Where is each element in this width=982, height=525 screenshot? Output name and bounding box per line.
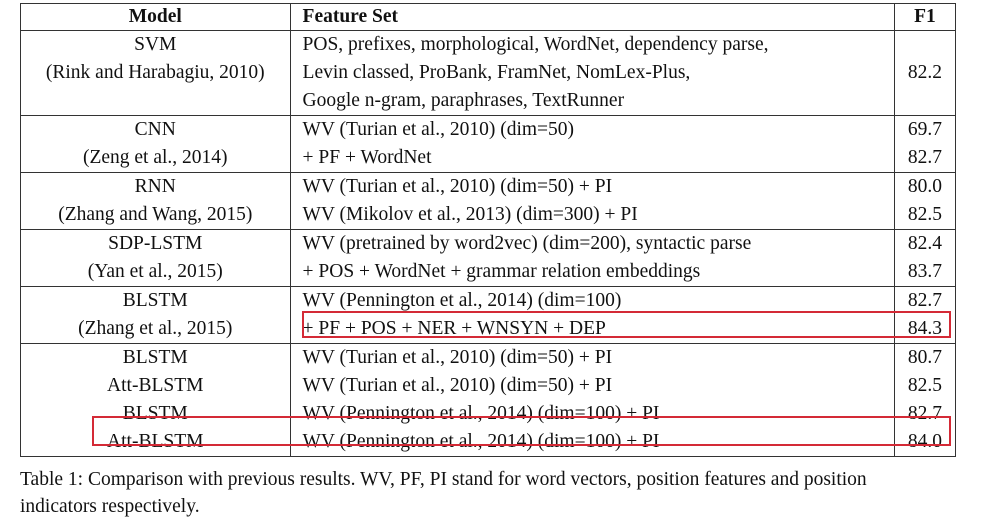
model-citation: (Zhang et al., 2015) [78,318,233,339]
f1-value: 82.7 [907,403,942,424]
feature-line: WV (Pennington et al., 2014) (dim=100) + PI [302,403,660,424]
model-cell [21,116,291,173]
model-name: RNN [134,176,176,197]
header-model: Model [21,4,291,31]
f1-value: 82.4 [907,233,942,254]
model-cell [21,173,291,230]
f1-value: 80.7 [907,347,942,368]
feature-line: WV (pretrained by word2vec) (dim=200), syntactic parse [302,233,752,254]
feature-cell [290,173,894,230]
model-citation: (Zeng et al., 2014) [82,147,228,168]
f1-value: 82.7 [907,290,942,311]
f1-cell [894,344,955,457]
header-row [21,4,956,31]
feature-line: + PF + POS + NER + WNSYN + DEP [302,318,606,339]
f1-value: 84.0 [907,431,942,452]
model-name: Att-BLSTM [107,375,204,396]
feature-line: WV (Turian et al., 2010) (dim=50) + PI [302,347,613,368]
model-name: SDP-LSTM [108,233,203,254]
f1-cell [894,230,955,287]
f1-value: 82.7 [907,147,942,168]
f1-value: 82.5 [907,204,942,225]
model-name: BLSTM [122,403,188,424]
model-name: BLSTM [122,290,188,311]
model-citation: (Yan et al., 2015) [87,261,223,282]
feature-line: WV (Mikolov et al., 2013) (dim=300) + PI [302,204,638,225]
feature-line: WV (Turian et al., 2010) (dim=50) + PI [302,176,613,197]
feature-cell [290,116,894,173]
model-citation: (Zhang and Wang, 2015) [58,204,253,225]
model-name: Att-BLSTM [107,431,204,452]
table-caption: Table 1: Comparison with previous results. WV, PF, PI stand for word vectors, position features and position indicators respectively. [20,469,867,517]
table-row [21,287,956,344]
f1-cell [894,287,955,344]
feature-line: Google n-gram, paraphrases, TextRunner [302,90,625,111]
table-row [21,344,956,457]
f1-cell [894,31,955,116]
model-name: CNN [134,119,176,140]
header-feature-set: Feature Set [290,4,894,31]
feature-line: + POS + WordNet + grammar relation embeddings [302,261,701,282]
results-table [20,3,956,457]
f1-value: 83.7 [907,261,942,282]
model-spacer [21,87,290,115]
table-row [21,116,956,173]
f1-value: 69.7 [907,119,942,140]
feature-line: + PF + WordNet [302,147,432,168]
f1-cell [894,173,955,230]
model-citation: (Rink and Harabagiu, 2010) [45,62,265,83]
feature-line: WV (Pennington et al., 2014) (dim=100) + PI [302,431,660,452]
feature-line: WV (Turian et al., 2010) (dim=50) + PI [302,375,613,396]
f1-value: 82.5 [907,375,942,396]
feature-cell [290,31,894,116]
feature-line: Levin classed, ProBank, FramNet, NomLex-Plus, [302,62,691,83]
model-cell [21,344,291,457]
table-row [21,230,956,287]
model-cell [21,31,291,116]
feature-cell [290,287,894,344]
feature-line: WV (Turian et al., 2010) (dim=50) [302,119,575,140]
feature-line: POS, prefixes, morphological, WordNet, dependency parse, [302,34,769,55]
model-cell [21,230,291,287]
f1-value: 84.3 [907,318,942,339]
model-cell [21,287,291,344]
feature-line: WV (Pennington et al., 2014) (dim=100) [302,290,622,311]
model-name: SVM [134,34,177,55]
f1-cell [894,116,955,173]
table-row [21,173,956,230]
feature-cell [290,230,894,287]
f1-value: 82.2 [907,62,942,83]
model-name: BLSTM [122,347,188,368]
f1-value: 80.0 [907,176,942,197]
table-row [21,31,956,116]
feature-cell [290,344,894,457]
header-f1: F1 [894,4,955,31]
